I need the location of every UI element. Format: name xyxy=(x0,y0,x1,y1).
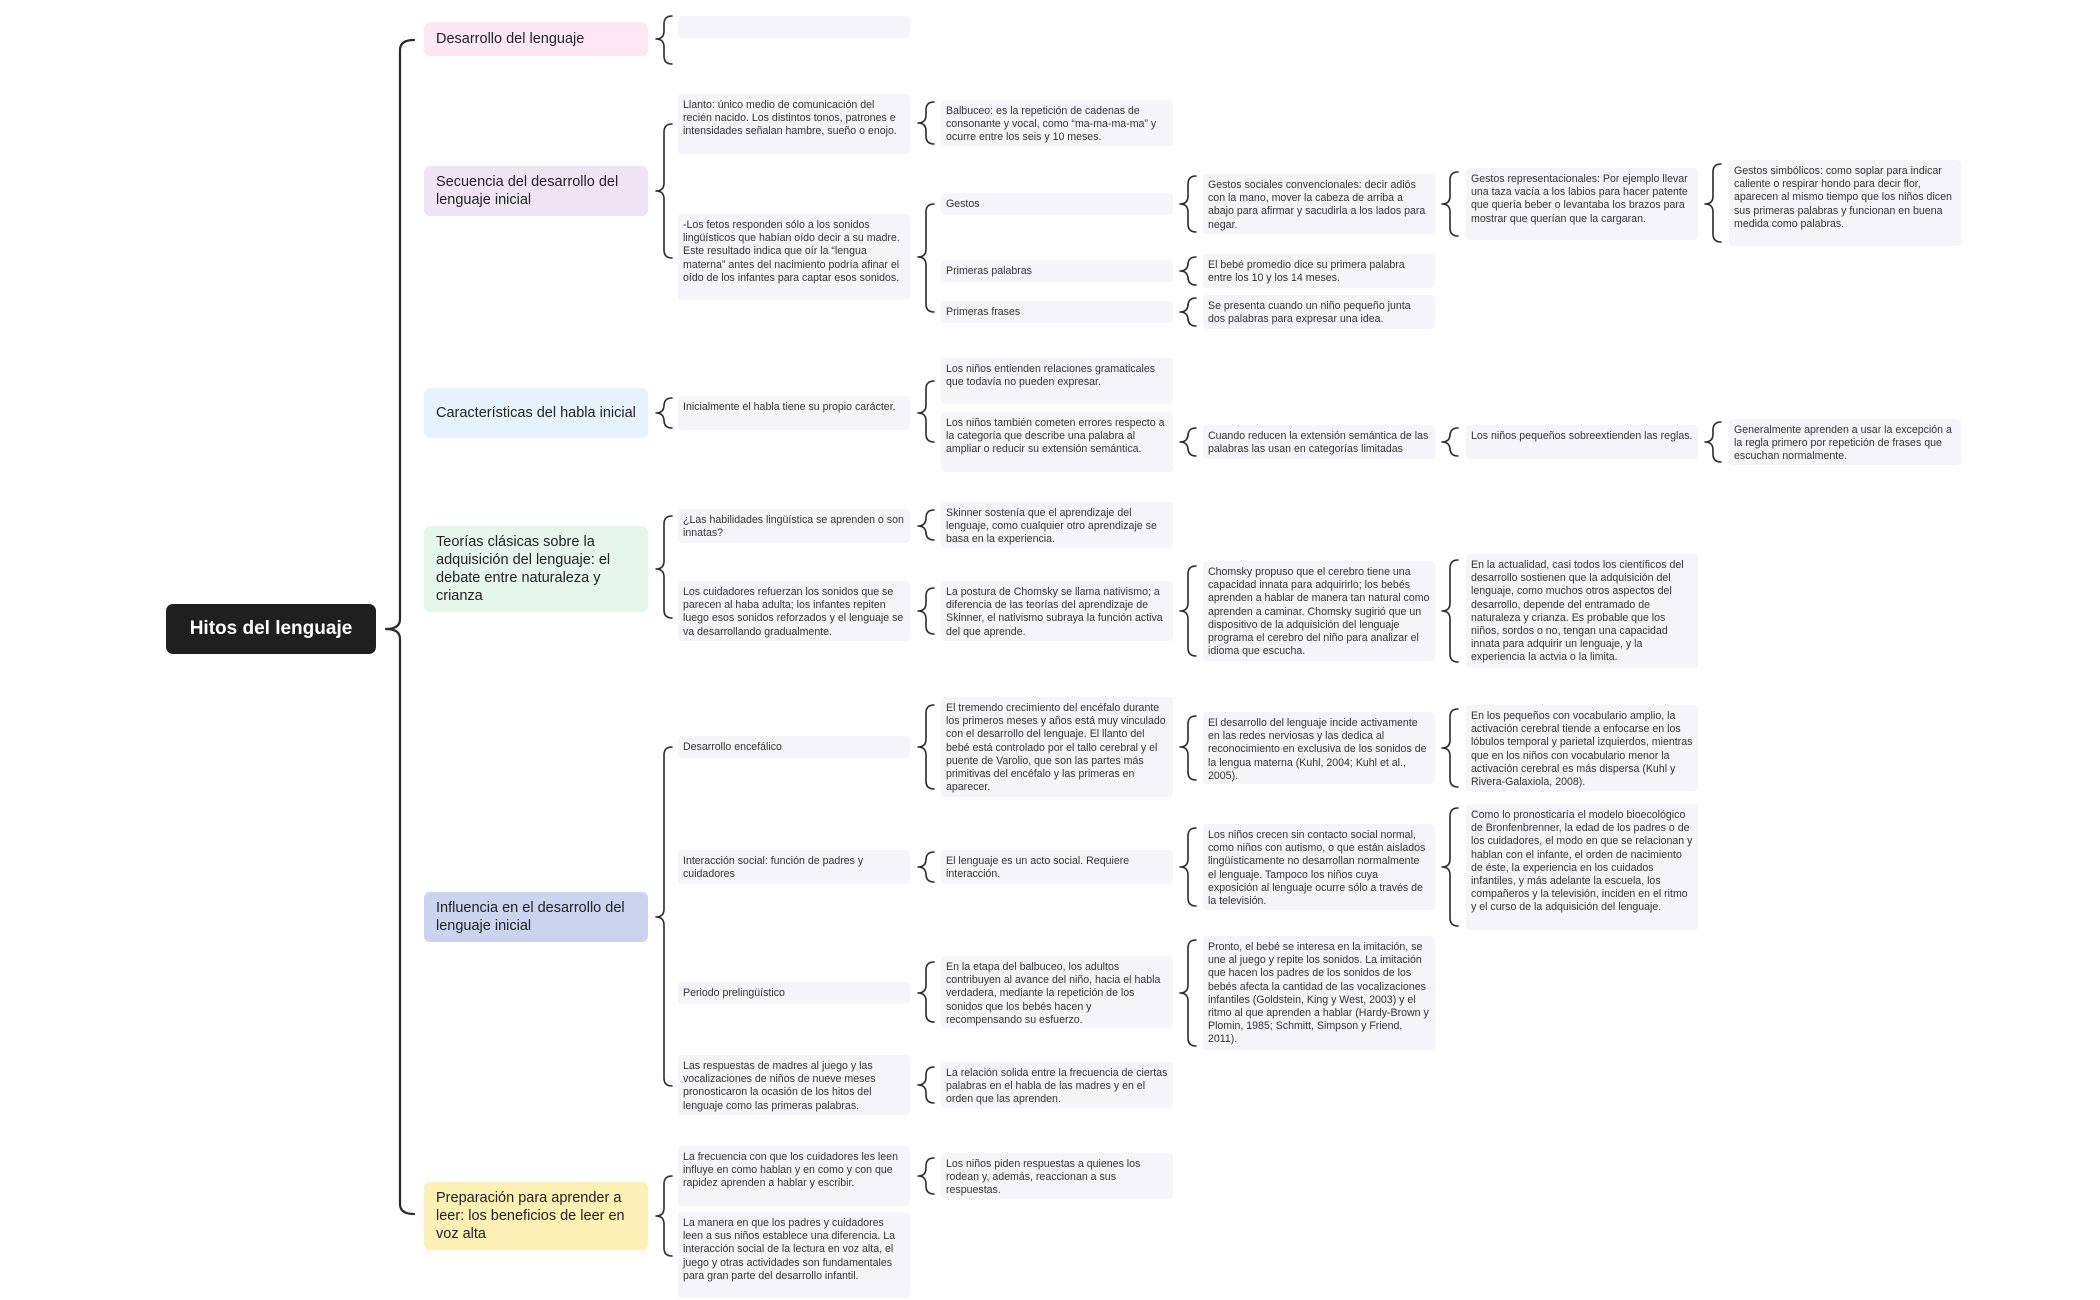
brace-preparacion xyxy=(656,1176,672,1256)
brace-incide xyxy=(1442,709,1458,787)
node-vocabulario-amplio[interactable]: En los pequeños con vocabulario amplio, la activación cerebral tiende a enfocarse en los lóbulos temporal y parietal izquierdos, mientras que en los niños con vocabulario menor la activación cerebral es más dispersa (Kuhl y Rivera-Galaxiola, 2008). xyxy=(1466,705,1698,791)
brace-fetos xyxy=(918,204,934,312)
brace-habilidades xyxy=(918,510,934,540)
node-chomsky-nativismo[interactable]: La postura de Chomsky se llama nativismo; a diferencia de las teorías del aprendizaje de Skinner, el nativismo subraya la función activa del que aprende. xyxy=(941,581,1173,641)
node-interaccion-social[interactable]: Interacción social: función de padres y cuidadores xyxy=(678,850,910,884)
node-periodo-prelinguistico[interactable]: Periodo prelingüístico xyxy=(678,982,910,1004)
node-skinner[interactable]: Skinner sostenía que el aprendizaje del lenguaje, como cualquier otro aprendizaje se basa en la experiencia. xyxy=(941,502,1173,548)
brace-inicialmente xyxy=(918,381,934,442)
brace-primeras-frases xyxy=(1180,298,1196,326)
node-primeras-palabras[interactable]: Primeras palabras xyxy=(941,260,1173,282)
node-crecimiento-encefalo[interactable]: El tremendo crecimiento del encéfalo durante los primeros meses y años está muy vinculado con el desarrollo del lenguaje. El llanto del bebé está controlado por el tallo cerebral y el puente de Varolio, que son las partes más primitivas del encéfalo y las primeras en aparecer. xyxy=(941,697,1173,797)
node-se-presenta[interactable]: Se presenta cuando un niño pequeño junta dos palabras para expresar una idea. xyxy=(1203,295,1435,329)
branch-secuencia-desarrollo[interactable]: Secuencia del desarrollo del lenguaje inicial xyxy=(424,166,648,216)
brace-gestos-representacionales xyxy=(1705,164,1721,242)
branch-caracteristicas-habla[interactable]: Características del habla inicial xyxy=(424,388,648,438)
node-incide-redes[interactable]: El desarrollo del lenguaje incide activamente en las redes nerviosas y las dedica al reconocimiento en exclusiva de los sonidos de la lengua materna (Kuhl, 2004; Kuhl et al., 2005). xyxy=(1203,712,1435,784)
brace-caracteristicas xyxy=(656,398,672,428)
node-habilidades[interactable]: ¿Las habilidades lingüística se aprenden o son innatas? xyxy=(678,509,910,543)
node-sobreextienden[interactable]: Los niños pequeños sobreextienden las reglas. xyxy=(1466,425,1698,459)
node-errores[interactable]: Los niños también cometen errores respecto a la categoría que describe una palabra al ampliar o reducir su extensión semántica. xyxy=(941,412,1173,472)
brace-sobreextienden xyxy=(1705,422,1721,462)
brace-frecuencia xyxy=(918,1158,934,1194)
node-chomsky-propuso[interactable]: Chomsky propuso que el cerebro tiene una capacidad innata para adquirirlo; los bebés aprenden a hablar de manera tan natural como aprenden a caminar. Chomsky sugirió que un dispositivo de la adquisición del lenguaje programa el cerebro del niño para analizar el idioma que escucha. xyxy=(1203,561,1435,661)
node-piden-respuestas[interactable]: Los niños piden respuestas a quienes los rodean y, además, reaccionan a sus respuestas. xyxy=(941,1153,1173,1199)
node-respuestas-madres[interactable]: Las respuestas de madres al juego y las vocalizaciones de niños de nueve meses pronosticaron la ocasión de los hitos del lenguaje como las primeras palabras. xyxy=(678,1055,910,1115)
brace-llanto xyxy=(918,102,934,144)
node-relacion-solida[interactable]: La relación solida entre la frecuencia de ciertas palabras en el habla de las madres y en el orden que las aprenden. xyxy=(941,1062,1173,1108)
node-reducen[interactable]: Cuando reducen la extensión semántica de las palabras las usan en categorías limitadas xyxy=(1203,425,1435,459)
node-gestos-simbolicos[interactable]: Gestos simbólicos: como soplar para indicar caliente o respirar hondo para decir flor, aparecen al mismo tiempo que los niños dicen sus primeras palabras y funcionan en buena medida como palabras. xyxy=(1729,160,1961,246)
brace-respuestas xyxy=(918,1067,934,1103)
node-gestos[interactable]: Gestos xyxy=(941,193,1173,215)
brace-interaccion xyxy=(918,852,934,882)
branch-influencia-desarrollo[interactable]: Influencia en el desarrollo del lenguaje inicial xyxy=(424,892,648,942)
brace-reducen xyxy=(1442,428,1458,456)
node-balbuceo[interactable]: Balbuceo: es la repetición de cadenas de consonante y vocal, como “ma-ma-ma-ma” y ocurre entre los seis y 10 meses. xyxy=(941,100,1173,146)
brace-errores xyxy=(1180,428,1196,456)
brace-primeras-palabras xyxy=(1180,257,1196,285)
node-gestos-sociales[interactable]: Gestos sociales convencionales: decir adiós con la mano, mover la cabeza de arriba a abajo para afirmar y sacudirla a los lados para negar. xyxy=(1203,174,1435,234)
node-desarrollo-encefalico[interactable]: Desarrollo encefálico xyxy=(678,736,910,758)
branch-desarrollo-del-lenguaje[interactable]: Desarrollo del lenguaje xyxy=(424,22,648,56)
node-cuidadores-refuerzan[interactable]: Los cuidadores refuerzan los sonidos que se parecen al haba adulta; los infantes repiten luego esos sonidos reforzados y el lenguaje se va desarrollando gradualmente. xyxy=(678,581,910,641)
node-aprenden-excepcion[interactable]: Generalmente aprenden a usar la excepción a la regla primero por repetición de frases que escuchan normalmente. xyxy=(1729,419,1961,465)
brace-prelinguistico xyxy=(918,962,934,1022)
node-inicialmente[interactable]: Inicialmente el habla tiene su propio carácter. xyxy=(678,396,910,430)
brace-chomsky-nativismo xyxy=(1180,566,1196,656)
node-actualidad[interactable]: En la actualidad, casi todos los científicos del desarrollo sostienen que la adquisición del lenguaje, como muchos otros aspectos del desarrollo, depende del entramado de naturaleza y crianza. Es probable que los niños, sordos o no, tengan una capacidad innata para adquirir un lenguaje, y la experiencia la actvia o la limita. xyxy=(1466,554,1698,668)
root-node[interactable]: Hitos del lenguaje xyxy=(166,604,376,654)
brace-teorias xyxy=(656,516,672,618)
branch-teorias-clasicas[interactable]: Teorías clásicas sobre la adquisición del lenguaje: el debate entre naturaleza y crianza xyxy=(424,526,648,612)
brace-gestos-sociales xyxy=(1442,172,1458,236)
brace-influencia xyxy=(656,747,672,1086)
main-brace xyxy=(386,40,414,1214)
node-llanto[interactable]: Llanto: único medio de comunicación del recién nacido. Los distintos tonos, patrones e intensidades señalan hambre, sueño o enojo. xyxy=(678,94,910,154)
brace-secuencia xyxy=(656,124,672,258)
brace-crecimiento xyxy=(1180,716,1196,780)
node-fetos[interactable]: -Los fetos responden sólo a los sonidos lingüísticos que habían oído decir a su madre. Este resultado indica que oír la “lengua materna” antes del nacimiento podría afinar el oído de los infantes para captar esos sonidos. xyxy=(678,214,910,300)
brace-acto-social xyxy=(1180,828,1196,906)
node-etapa-balbuceo[interactable]: En la etapa del balbuceo, los adultos contribuyen al avance del niño, hacia el habla verdadera, mediante la repetición de los sonidos que los bebés hacen y recompensando su esfuerzo. xyxy=(941,956,1173,1028)
node-primeras-frases[interactable]: Primeras frases xyxy=(941,301,1173,323)
brace-gestos xyxy=(1180,176,1196,232)
branch-preparacion-leer[interactable]: Preparación para aprender a leer: los beneficios de leer en voz alta xyxy=(424,1182,648,1250)
node-gestos-representacionales[interactable]: Gestos representacionales: Por ejemplo llevar una taza vacía a los labios para hacer patente que quería beber o levantaba los brazos para mostrar que querían que la cargaran. xyxy=(1466,168,1698,240)
brace-chomsky-propuso xyxy=(1442,560,1458,662)
node-bebe-promedio[interactable]: El bebé promedio dice su primera palabra entre los 10 y los 14 meses. xyxy=(1203,254,1435,288)
brace-etapa-balbuceo xyxy=(1180,940,1196,1046)
brace-cuidadores xyxy=(918,588,934,634)
node-crecen-sin-contacto[interactable]: Los niños crecen sin contacto social normal, como niños con autismo, o que están aislados lingüísticamente no desarrollan normalmente el lenguaje. Tampoco los niños cuya exposición al lenguaje ocurre sólo a través de la televisión. xyxy=(1203,824,1435,910)
node-bronfenbrenner[interactable]: Como lo pronosticaría el modelo bioecológico de Bronfenbrenner, la edad de los padres o de los cuidadores, el modo en que se relacionan y hablan con el infante, el orden de nacimiento de éste, la experiencia en los cuidados infantiles, y más adelante la escuela, los compañeros y la televisión, inciden en el ritmo y el curso de la adquisición del lenguaje. xyxy=(1466,804,1698,930)
brace-desarrollo xyxy=(656,16,672,64)
node-acto-social[interactable]: El lenguaje es un acto social. Requiere interacción. xyxy=(941,850,1173,884)
node-frecuencia-lectura[interactable]: La frecuencia con que los cuidadores les leen influye en como hablan y en como y con que rapidez aprenden a hablar y escribir. xyxy=(678,1146,910,1206)
brace-encefalico xyxy=(918,705,934,789)
node-manera-leer[interactable]: La manera en que los padres y cuidadores leen a sus niños establece una diferencia. La interacción social de la lectura en voz alta, el juego y otras actividades son fundamentales para gran parte del desarrollo infantil. xyxy=(678,1212,910,1298)
empty-placeholder-node[interactable] xyxy=(678,16,910,38)
node-entienden[interactable]: Los niños entienden relaciones gramaticales que todavía no pueden expresar. xyxy=(941,358,1173,404)
brace-crecen xyxy=(1442,808,1458,926)
node-pronto-imitacion[interactable]: Pronto, el bebé se interesa en la imitación, se une al juego y repite los sonidos. La imitación que hacen los padres de los sonidos de los bebés afecta la cantidad de las vocalizaciones infantiles (Goldstein, King y West, 2003) y el ritmo al que aprenden a hablar (Hardy-Brown y Plomin, 1985; Schmitt, Simpson y Friend, 2011). xyxy=(1203,936,1435,1050)
